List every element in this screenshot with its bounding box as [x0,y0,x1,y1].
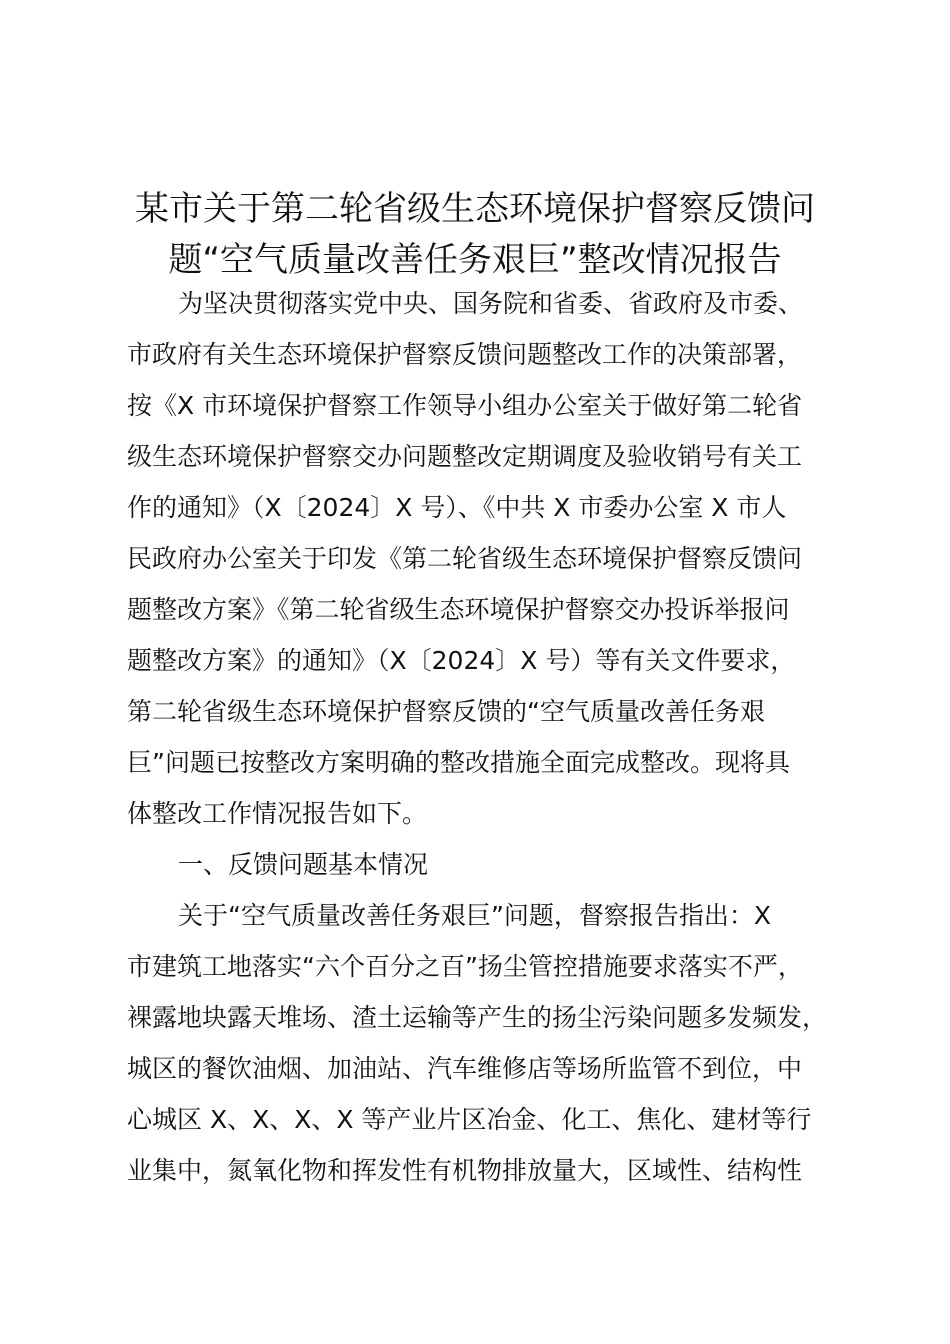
body-line: 巨”问题已按整改方案明确的整改措施全面完成整改。现将具 [127,748,790,777]
body-line: 题整改方案》的通知》（X〔2024〕X 号）等有关文件要求， [127,646,796,675]
body-line: 市建筑工地落实“六个百分之百”扬尘管控措施要求落实不严， [127,952,803,981]
body-line: 题整改方案》《第二轮省级生态环境保护督察交办投诉举报问 [127,595,790,624]
body-line: 体整改工作情况报告如下。 [127,799,428,828]
body-line: 级生态环境保护督察交办问题整改定期调度及验收销号有关工 [127,442,803,471]
body-line: 城区的餐饮油烟、加油站、汽车维修店等场所监管不到位，中 [127,1054,803,1083]
body-line: 关于“空气质量改善任务艰巨”问题，督察报告指出：X [178,901,772,930]
body-line: 民政府办公室关于印发《第二轮省级生态环境保护督察反馈问 [127,544,803,573]
body-line: 心城区 X、X、X、X 等产业片区冶金、化工、焦化、建材等行 [127,1105,812,1134]
section-heading: 一、反馈问题基本情况 [178,850,429,879]
body-line: 裸露地块露天堆场、渣土运输等产生的扬尘污染问题多发频发， [127,1003,828,1032]
document-title-line-2: 题“空气质量改善任务艰巨”整改情况报告 [168,240,782,280]
body-line: 按《X 市环境保护督察工作领导小组办公室关于做好第二轮省 [127,391,803,420]
body-line: 为坚决贯彻落实党中央、国务院和省委、省政府及市委、 [178,289,804,318]
body-line: 市政府有关生态环境保护督察反馈问题整改工作的决策部署， [127,340,803,369]
body-line: 作的通知》（X〔2024〕X 号）、《中共 X 市委办公室 X 市人 [127,493,787,522]
body-line: 业集中，氮氧化物和挥发性有机物排放量大，区域性、结构性 [127,1156,803,1185]
document-title-line-1: 某市关于第二轮省级生态环境保护督察反馈问 [135,189,815,229]
body-line: 第二轮省级生态环境保护督察反馈的“空气质量改善任务艰 [127,697,765,726]
